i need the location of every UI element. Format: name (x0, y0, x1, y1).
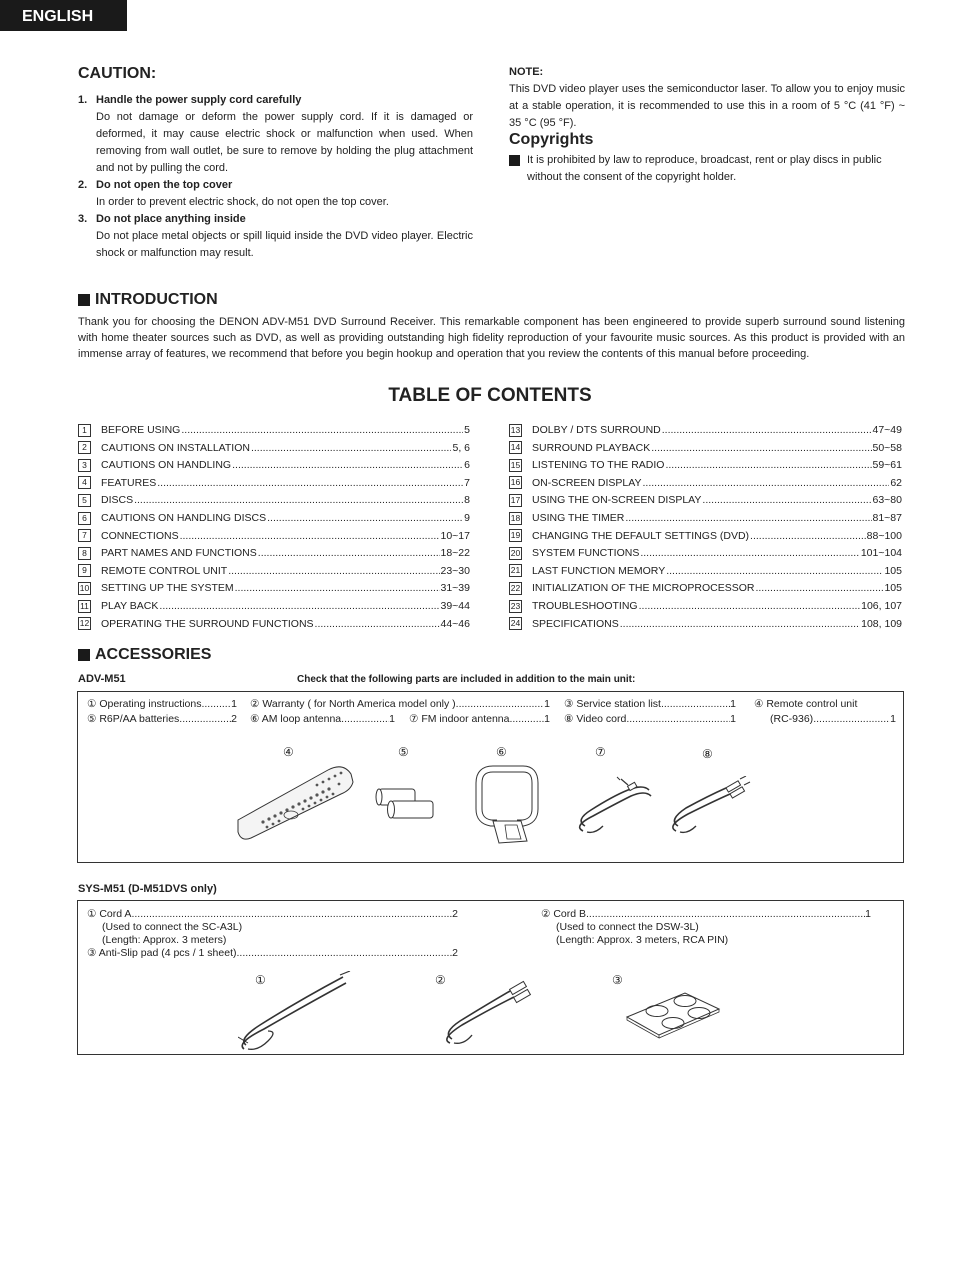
toc-leader-dots (251, 442, 452, 454)
toc-number-box: 11 (78, 600, 91, 613)
toc-entry-pages: 8 (464, 494, 470, 507)
caution-list (78, 92, 473, 262)
toc-entry-label: USING THE TIMER (532, 512, 625, 524)
figure-label: ① (255, 973, 266, 987)
toc-entry[interactable] (78, 458, 470, 472)
introduction-title (78, 291, 218, 309)
toc-entry-label: PART NAMES AND FUNCTIONS (101, 547, 257, 560)
toc-number-box: 19 (510, 530, 521, 541)
caution-item-num: 1. (78, 94, 88, 106)
figure-label: ⑧ (702, 747, 713, 761)
toc-title: TABLE OF CONTENTS (388, 385, 592, 406)
toc-leader-dots (258, 547, 440, 559)
check-note: Check that the following parts are included in addition to the main unit: (297, 674, 636, 685)
toc-entry-label: INITIALIZATION OF THE MICROPROCESSOR (532, 582, 755, 595)
note-label: NOTE: (509, 66, 544, 78)
fm-indoor-antenna-icon (573, 776, 658, 836)
toc-entry[interactable] (78, 529, 470, 543)
toc-entry-label: BEFORE USING (101, 424, 181, 436)
toc-number-box: 2 (78, 441, 91, 454)
toc-leader-dots (651, 442, 871, 454)
toc-entry-pages: 62 (890, 476, 902, 489)
toc-entry-pages: 59~61 (872, 459, 902, 472)
toc-entry-label: DISCS (101, 494, 134, 507)
toc-leader-dots (159, 600, 439, 612)
toc-entry[interactable] (509, 493, 902, 507)
toc-entry[interactable] (78, 441, 470, 455)
toc-entry-pages: 105 (884, 564, 902, 577)
toc-entry-label: DOLBY / DTS SURROUND (532, 424, 661, 436)
toc-entry-pages: 39~44 (440, 600, 470, 612)
caution-item-title: Do not place anything inside (96, 213, 246, 225)
toc-entry-pages: 7 (464, 476, 470, 489)
list-item: ⑦ FM indoor antenna ..... 1 (409, 713, 550, 725)
am-loop-antenna-icon (471, 765, 543, 845)
toc-entry-pages: 105 (884, 582, 902, 595)
caution-item-title: Handle the power supply cord carefully (96, 94, 302, 106)
figure-label: ④ (283, 745, 294, 759)
toc-entry[interactable] (78, 476, 470, 490)
copyrights-body: It is prohibited by law to reproduce, broadcast, rent or play discs in public without the consent of the copyright holder. (527, 154, 882, 183)
toc-number-box: 20 (510, 547, 521, 558)
toc-number-box: 5 (78, 494, 91, 507)
toc-number-box: 6 (78, 512, 91, 525)
toc-entry-label: CAUTIONS ON HANDLING (101, 459, 232, 472)
toc-entry-label: SPECIFICATIONS (532, 617, 619, 630)
figure-label: ③ (612, 973, 623, 987)
toc-leader-dots (643, 477, 890, 489)
toc-entry-label: REMOTE CONTROL UNIT (101, 564, 228, 577)
toc-entry[interactable] (509, 458, 902, 472)
toc-entry[interactable] (509, 441, 902, 455)
toc-number-box: 14 (510, 442, 521, 453)
copyrights-title: Copyrights (509, 131, 594, 148)
introduction-text: Thank you for choosing the DENON ADV-M51 DVD Surround Receiver. This remarkable component has been engineered to provide superb surround sound listening with home theater sources such as DVD, as well as providing outstanding high fidelity reproduction of your favourite music sources. As this product is provided with an immense array of features, we recommend that before you begin hookup and operation that you review the contents of this manual before proceeding. (78, 316, 905, 360)
list-item: ② Warranty ( for North America model only ) ..... 1 (250, 698, 550, 710)
caution-item-body: Do not damage or deform the power supply cord. If it is damaged or deformed, it may cause electric shock or malfunction when used. When removing from wall outlet, be sure to remove by holding the plug attachment and not by pulling the cord. (96, 111, 473, 174)
caution-item (78, 211, 473, 262)
toc-entry-label: LAST FUNCTION MEMORY (532, 564, 666, 577)
toc-number-box: 12 (79, 618, 90, 629)
sys-model-label: SYS-M51 (D-M51DVS only) (78, 883, 217, 895)
toc-number-box: 24 (510, 618, 521, 629)
caution-item-body: In order to prevent electric shock, do not open the top cover. (96, 196, 389, 208)
toc-entry[interactable] (78, 581, 470, 595)
bullet-square-icon (509, 155, 520, 166)
toc-leader-dots (620, 618, 860, 630)
toc-leader-dots (315, 618, 440, 630)
toc-leader-dots (134, 494, 463, 506)
toc-leader-dots (625, 512, 871, 524)
list-item: ① Cord A ..... 2 (87, 908, 458, 920)
toc-leader-dots (666, 565, 883, 577)
toc-entry[interactable] (78, 546, 470, 560)
list-item: (Length: Approx. 3 meters) (102, 934, 227, 946)
adv-accessories-box (77, 691, 904, 863)
note-text: This DVD video player uses the semiconductor laser. To allow you to enjoy music at a stable operation, it is recommended to use this in a room of 5 °C (41 °F) ~ 35 °C (95 °F). (509, 83, 905, 129)
toc-number-box: 9 (78, 564, 91, 577)
caution-item-title: Do not open the top cover (96, 179, 233, 191)
toc-number-box: 22 (510, 582, 521, 593)
toc-entry[interactable] (509, 529, 902, 543)
toc-entry[interactable] (78, 617, 470, 631)
toc-number-box: 4 (78, 476, 91, 489)
section-square-icon (78, 294, 90, 306)
caution-item-num: 3. (78, 213, 88, 225)
section-square-icon (78, 649, 90, 661)
list-item: ① Operating instructions ..... 1 (87, 698, 237, 710)
toc-entry-pages: 88~100 (866, 529, 902, 542)
toc-entry-pages: 81~87 (872, 512, 902, 524)
toc-entry-pages: 63~80 (872, 494, 902, 507)
battery-icon (373, 786, 438, 824)
toc-leader-dots (750, 530, 866, 542)
toc-number-box: 18 (510, 512, 521, 523)
toc-entry-pages: 5 (464, 424, 470, 436)
remote-control-icon (233, 762, 358, 842)
copyrights-text (509, 152, 905, 186)
list-item: (Used to connect the DSW-3L) (556, 921, 699, 933)
figure-label: ⑦ (595, 745, 606, 759)
toc-entry-label: CAUTIONS ON HANDLING DISCS (101, 512, 267, 524)
toc-entry-label: TROUBLESHOOTING (532, 600, 638, 612)
list-item: ② Cord B ..... 1 (541, 908, 871, 920)
list-item: (Used to connect the SC-A3L) (102, 921, 243, 933)
anti-slip-pad-icon (623, 989, 723, 1039)
toc-entry-label: CONNECTIONS (101, 529, 179, 542)
toc-leader-dots (755, 582, 883, 594)
toc-entry-label: SURROUND PLAYBACK (532, 441, 651, 454)
toc-entry-label: CHANGING THE DEFAULT SETTINGS (DVD) (532, 529, 750, 542)
toc-number-box: 13 (510, 424, 521, 435)
video-cord-icon (668, 776, 753, 836)
caution-item (78, 92, 473, 177)
toc-leader-dots (181, 424, 463, 436)
toc-number-box: 21 (510, 565, 521, 576)
language-tab: ENGLISH (0, 0, 127, 31)
toc-entry[interactable] (509, 476, 902, 490)
toc-entry-pages: 44~46 (440, 617, 470, 630)
toc-number-box: 1 (78, 424, 91, 437)
toc-leader-dots (662, 424, 872, 436)
caution-item (78, 177, 473, 211)
toc-entry[interactable] (78, 493, 470, 507)
toc-leader-dots (702, 494, 871, 506)
accessories-heading: ACCESSORIES (95, 646, 212, 663)
toc-entry[interactable] (509, 546, 902, 560)
toc-number-box: 7 (78, 529, 91, 542)
caution-title: CAUTION: (78, 65, 157, 82)
list-item: ⑥ AM loop antenna ..... 1 (250, 713, 395, 725)
toc-leader-dots (665, 459, 871, 471)
introduction-heading: INTRODUCTION (95, 291, 218, 308)
toc-entry-label: LISTENING TO THE RADIO (532, 459, 665, 472)
toc-leader-dots (267, 512, 463, 524)
list-item: (RC-936) ..... 1 (770, 713, 896, 725)
figure-label: ⑤ (398, 745, 409, 759)
toc-entry[interactable] (509, 581, 902, 595)
toc-number-box: 10 (79, 582, 90, 593)
list-item: ③ Service station list ..... 1 (564, 698, 736, 710)
toc-entry-pages: 5, 6 (452, 441, 470, 454)
toc-leader-dots (640, 547, 859, 559)
figure-label: ② (435, 973, 446, 987)
toc-leader-dots (228, 565, 439, 577)
toc-entry-label: ON-SCREEN DISPLAY (532, 476, 642, 489)
toc-number-box: 15 (510, 459, 521, 470)
toc-entry-pages: 10~17 (440, 529, 470, 542)
toc-number-box: 16 (510, 477, 521, 488)
toc-number-box: 17 (510, 494, 521, 505)
toc-leader-dots (232, 459, 463, 471)
cord-b-icon (440, 977, 540, 1047)
toc-entry-label: SYSTEM FUNCTIONS (532, 547, 640, 560)
list-item: ④ Remote control unit (754, 698, 858, 710)
toc-entry-label: OPERATING THE SURROUND FUNCTIONS (101, 617, 314, 630)
list-item: ⑤ R6P/AA batteries ..... 2 (87, 713, 237, 725)
sys-accessories-box (77, 900, 904, 1055)
list-item: (Length: Approx. 3 meters, RCA PIN) (556, 934, 729, 946)
toc-leader-dots (180, 530, 440, 542)
toc-entry[interactable] (78, 511, 470, 525)
toc-leader-dots (639, 600, 861, 612)
accessories-title (78, 646, 211, 664)
toc-entry-label: CAUTIONS ON INSTALLATION (101, 441, 250, 454)
toc-entry-label: SETTING UP THE SYSTEM (101, 582, 234, 595)
toc-entry-label: USING THE ON-SCREEN DISPLAY (532, 494, 702, 507)
toc-entry-pages: 18~22 (440, 547, 470, 560)
toc-number-box: 3 (78, 459, 91, 472)
toc-entry[interactable] (78, 599, 470, 613)
toc-entry[interactable] (509, 511, 902, 525)
toc-entry-pages: 106, 107 (861, 600, 902, 612)
toc-entry-pages: 23~30 (440, 564, 470, 577)
toc-entry-pages: 31~39 (440, 582, 470, 595)
toc-entry[interactable] (509, 617, 902, 631)
cord-a-icon (238, 971, 353, 1051)
list-item: ⑧ Video cord ..... 1 (564, 713, 736, 725)
toc-entry-label: FEATURES (101, 476, 157, 489)
figure-label: ⑥ (496, 745, 507, 759)
toc-leader-dots (235, 582, 440, 594)
list-item: ③ Anti-Slip pad (4 pcs / 1 sheet) ..... 2 (87, 947, 458, 959)
toc-entry[interactable] (78, 564, 470, 578)
toc-entry-pages: 108, 109 (861, 617, 902, 630)
toc-entry[interactable] (509, 599, 902, 613)
toc-entry[interactable] (509, 423, 902, 437)
caution-item-body: Do not place metal objects or spill liquid inside the DVD video player. Electric shock or malfunction may result. (96, 230, 473, 259)
toc-number-box: 8 (78, 547, 91, 560)
toc-entry-pages: 6 (464, 459, 470, 472)
toc-leader-dots (157, 477, 463, 489)
toc-entry[interactable] (509, 564, 902, 578)
toc-number-box: 23 (510, 600, 521, 611)
caution-item-num: 2. (78, 179, 88, 191)
adv-model-label: ADV-M51 (78, 673, 126, 685)
toc-entry-pages: 9 (464, 512, 470, 524)
toc-entry-pages: 47~49 (872, 424, 902, 436)
toc-entry-pages: 101~104 (860, 547, 902, 560)
note-block (509, 64, 905, 132)
toc-entry-pages: 50~58 (872, 441, 902, 454)
toc-entry-label: PLAY BACK (101, 600, 159, 612)
toc-entry[interactable] (78, 423, 470, 437)
